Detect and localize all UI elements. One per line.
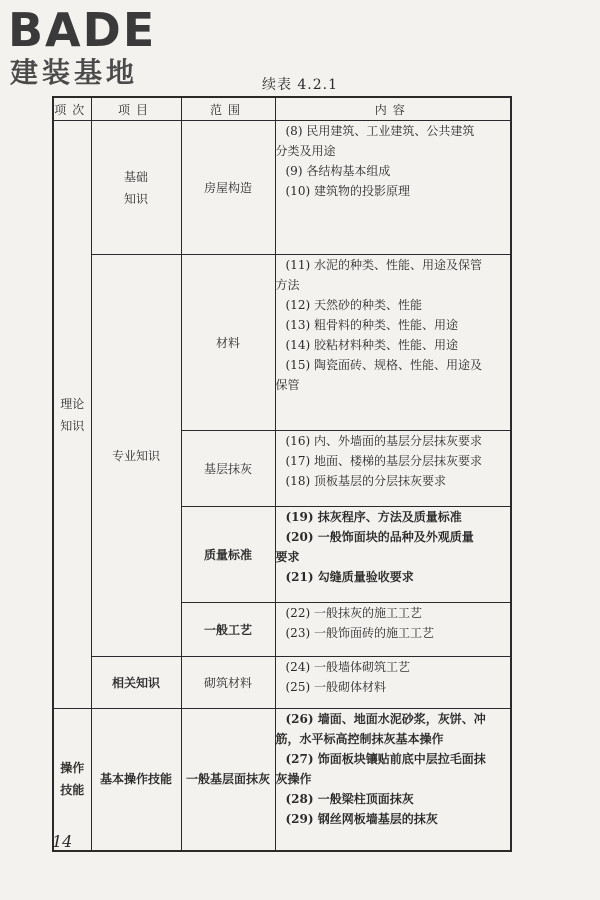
range-process: 一般工艺 [181,603,275,657]
item-related: 相关知识 [91,657,181,709]
range-material: 材料 [181,255,275,431]
content-quality: (19) 抹灰程序、方法及质量标准 (20) 一般饰面块的品种及外观质量 要求 (21) 勾缝质量验收要求 [275,507,511,603]
item-basic-operation: 基本操作技能 [91,709,181,851]
range-base-plaster: 基层抹灰 [181,431,275,507]
table-row [53,255,511,431]
header-item-no: 项次 [53,97,91,121]
content-masonry: (24) 一般墙体砌筑工艺 (25) 一般砌体材料 [275,657,511,709]
table-row [53,121,511,255]
table-row [53,709,511,851]
content-house: (8) 民用建筑、工业建筑、公共建筑 分类及用途 (9) 各结构基本组成 (10) 建筑物的投影原理 [275,121,511,255]
table-row [53,657,511,709]
header-range: 范围 [181,97,275,121]
range-masonry: 砌筑材料 [181,657,275,709]
item-basic: 基础知识 [91,121,181,255]
range-quality: 质量标准 [181,507,275,603]
content-process: (22) 一般抹灰的施工工艺 (23) 一般饰面砖的施工工艺 [275,603,511,657]
table-header-row [53,97,511,121]
section-skill: 操作技能 [53,709,91,851]
range-general-base: 一般基层面抹灰 [181,709,275,851]
header-content: 内容 [275,97,511,121]
range-house: 房屋构造 [181,121,275,255]
page-number: 14 [52,832,73,851]
item-professional: 专业知识 [91,255,181,657]
logo-main-text: BADE [8,3,157,57]
section-theory: 理论知识 [53,121,91,709]
logo-sub-text: 建装基地 [10,56,139,89]
content-base-plaster: (16) 内、外墙面的基层分层抹灰要求 (17) 地面、楼梯的基层分层抹灰要求 (18) 顶板基层的分层抹灰要求 [275,431,511,507]
content-material: (11) 水泥的种类、性能、用途及保管 方法 (12) 天然砂的种类、性能 (13) 粗骨料的种类、性能、用途 (14) 胶粘材料种类、性能、用途 (15) 陶瓷面砖、规格、性能、用途及 保管 [275,255,511,431]
content-general-base: (26) 墙面、地面水泥砂浆，灰饼、冲 筋，水平标高控制抹灰基本操作 (27) 饰面板块镶贴前底中层拉毛面抹 灰操作 (28) 一般梁柱顶面抹灰 (29) 钢丝网板墙基层的抹灰 [275,709,511,851]
header-item: 项目 [91,97,181,121]
table-caption: 续表 4.2.1 [261,77,339,93]
syllabus-table [52,96,512,852]
